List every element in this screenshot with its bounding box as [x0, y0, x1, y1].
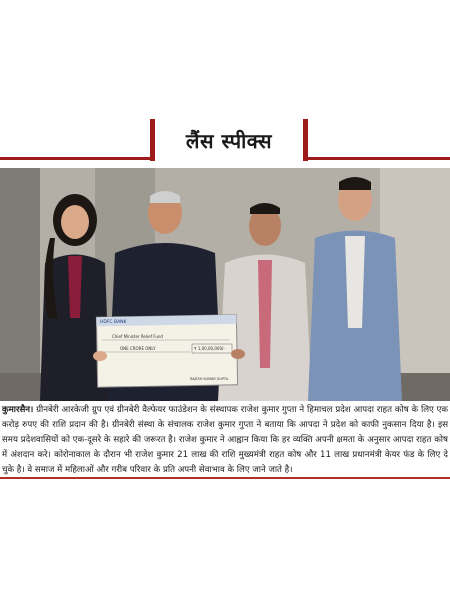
cheque-amount-words: ONE CRORE ONLY	[120, 346, 156, 351]
donation-cheque	[96, 315, 237, 387]
article-body	[2, 403, 448, 478]
cheque-payee: Chief Minister Relief Fund	[112, 334, 163, 339]
masthead-right-bar	[303, 119, 308, 161]
cheque-amount-figure: ₹ 1,00,00,000/-	[194, 346, 225, 351]
news-photo	[0, 168, 450, 401]
footer-rule	[0, 477, 450, 479]
cheque-bank-name: HDFC BANK	[100, 320, 127, 325]
cheque-signature-name: RAJESH KUMAR GUPTA	[190, 377, 229, 381]
article-dateline: कुमारसैन।	[2, 405, 34, 415]
masthead-left-bar	[150, 119, 155, 161]
article-text: ग्रीनबेरी आरकेजी ग्रुप एवं ग्रीनबेरी वैल्फेयर फाउंडेशन के संस्थापक राजेश कुमार गुप्ता ने हिमाचल प्रदेश आपदा राहत कोष के लिए एक करोड़ रुपए की राशि प्रदान की है। ग्रीनबेरी संस्था के संचालक राजेश कुमार गुप्ता ने बताया कि आपदा ने प्रदेश को काफी नुकसान दिया है। इस समय प्रदेशवासियों को एक-दूसरे के सहारे की जरूरत है। राजेश कुमार ने आह्वान किया कि हर व्यक्ति अपनी क्षमता के अनुसार आपदा राहत कोष में अंशदान करे। कोरोनाकाल के दौरान भी राजेश कुमार 21 लाख की राशि मुख्यमंत्री राहत कोष और 11 लाख प्रधानमंत्री केयर फंड के लिए दे चुके है। वे समाज में महिलाओं और गरीब परिवार के प्रति अपनी सेवाभाव के लिए जाने जाते है।	[2, 405, 448, 475]
group-photo-icon	[0, 168, 450, 401]
section-masthead	[150, 119, 308, 161]
section-title: लैंस स्पीक्स	[185, 128, 273, 153]
